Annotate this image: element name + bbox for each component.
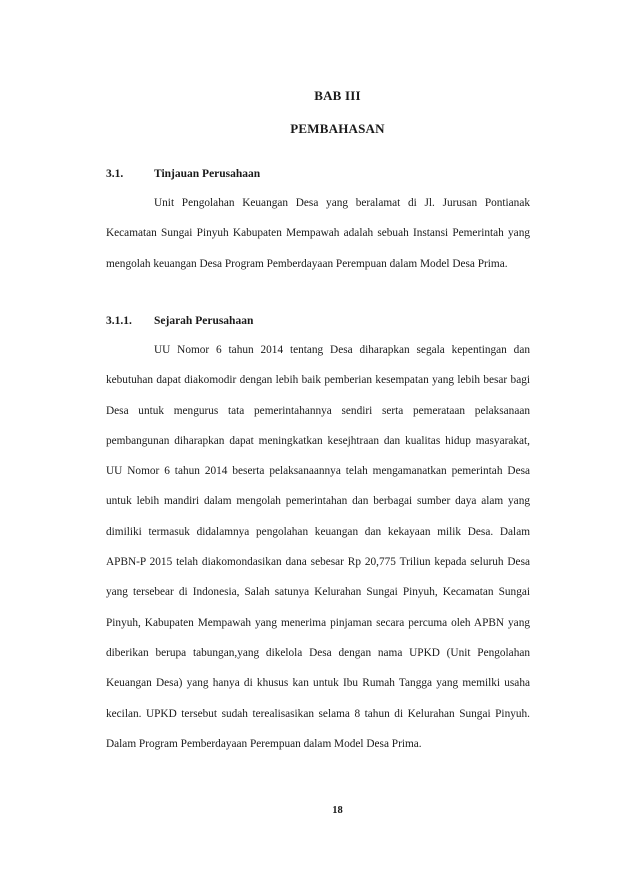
- section-title: Tinjauan Perusahaan: [154, 168, 261, 180]
- chapter-title: PEMBAHASAN: [290, 121, 385, 136]
- page-number: 18: [332, 805, 343, 816]
- section-number: 3.1.: [106, 168, 124, 180]
- paragraph-sejarah-perusahaan: UU Nomor 6 tahun 2014 tentang Desa diharapkan segala kepentingan dan kebutuhan dapat diakomodir dengan lebih baik pemberian kesempatan yang lebih besar bagi Desa untuk mengurus tata pemerintahannya sendiri serta pemerataan pelaksanaan pembangunan diharapkan dapat meningkatkan kesejhtraan dan kualitas hidup masyarakat, UU Nomor 6 tahun 2014 beserta pelaksanaannya telah mengamanatkan pemerintah Desa untuk lebih mandiri dalam mengolah pemerintahan dan berbagai sumber daya alam yang dimiliki termasuk didalamnya pengolahan keuangan dan kekayaan milik Desa. Dalam APBN-P 2015 telah diakomondasikan dana sebesar Rp 20,775 Triliun kepada seluruh Desa yang tersebear di Indonesia, Salah satunya Kelurahan Sungai Pinyuh, Kecamatan Sungai Pinyuh, Kabupaten Mempawah yang menerima pinjaman secara percuma oleh APBN yang diberikan berupa tabungan,yang dikelola Desa dengan nama UPKD (Unit Pengolahan Keuangan Desa) yang hanya di khusus kan untuk Ibu Rumah Tangga yang memilki usaha kecilan. UPKD tersebut sudah terealisasikan selama 8 tahun di Kelurahan Sungai Pinyuh. Dalam Program Pemberdayaan Perempuan dalam Model Desa Prima.: [106, 344, 530, 750]
- subsection-title: Sejarah Perusahaan: [154, 315, 254, 327]
- chapter-number: BAB III: [314, 88, 361, 103]
- subsection-number: 3.1.1.: [106, 315, 132, 327]
- section-heading-3-1-1: [106, 315, 254, 327]
- paragraph-tinjauan-perusahaan: Unit Pengolahan Keuangan Desa yang beralamat di Jl. Jurusan Pontianak Kecamatan Sungai Pinyuh Kabupaten Mempawah adalah sebuah Instansi Pemerintah yang mengolah keuangan Desa Program Pemberdayaan Perempuan dalam Model Desa Prima.: [106, 197, 530, 270]
- section-heading-3-1: [106, 168, 261, 180]
